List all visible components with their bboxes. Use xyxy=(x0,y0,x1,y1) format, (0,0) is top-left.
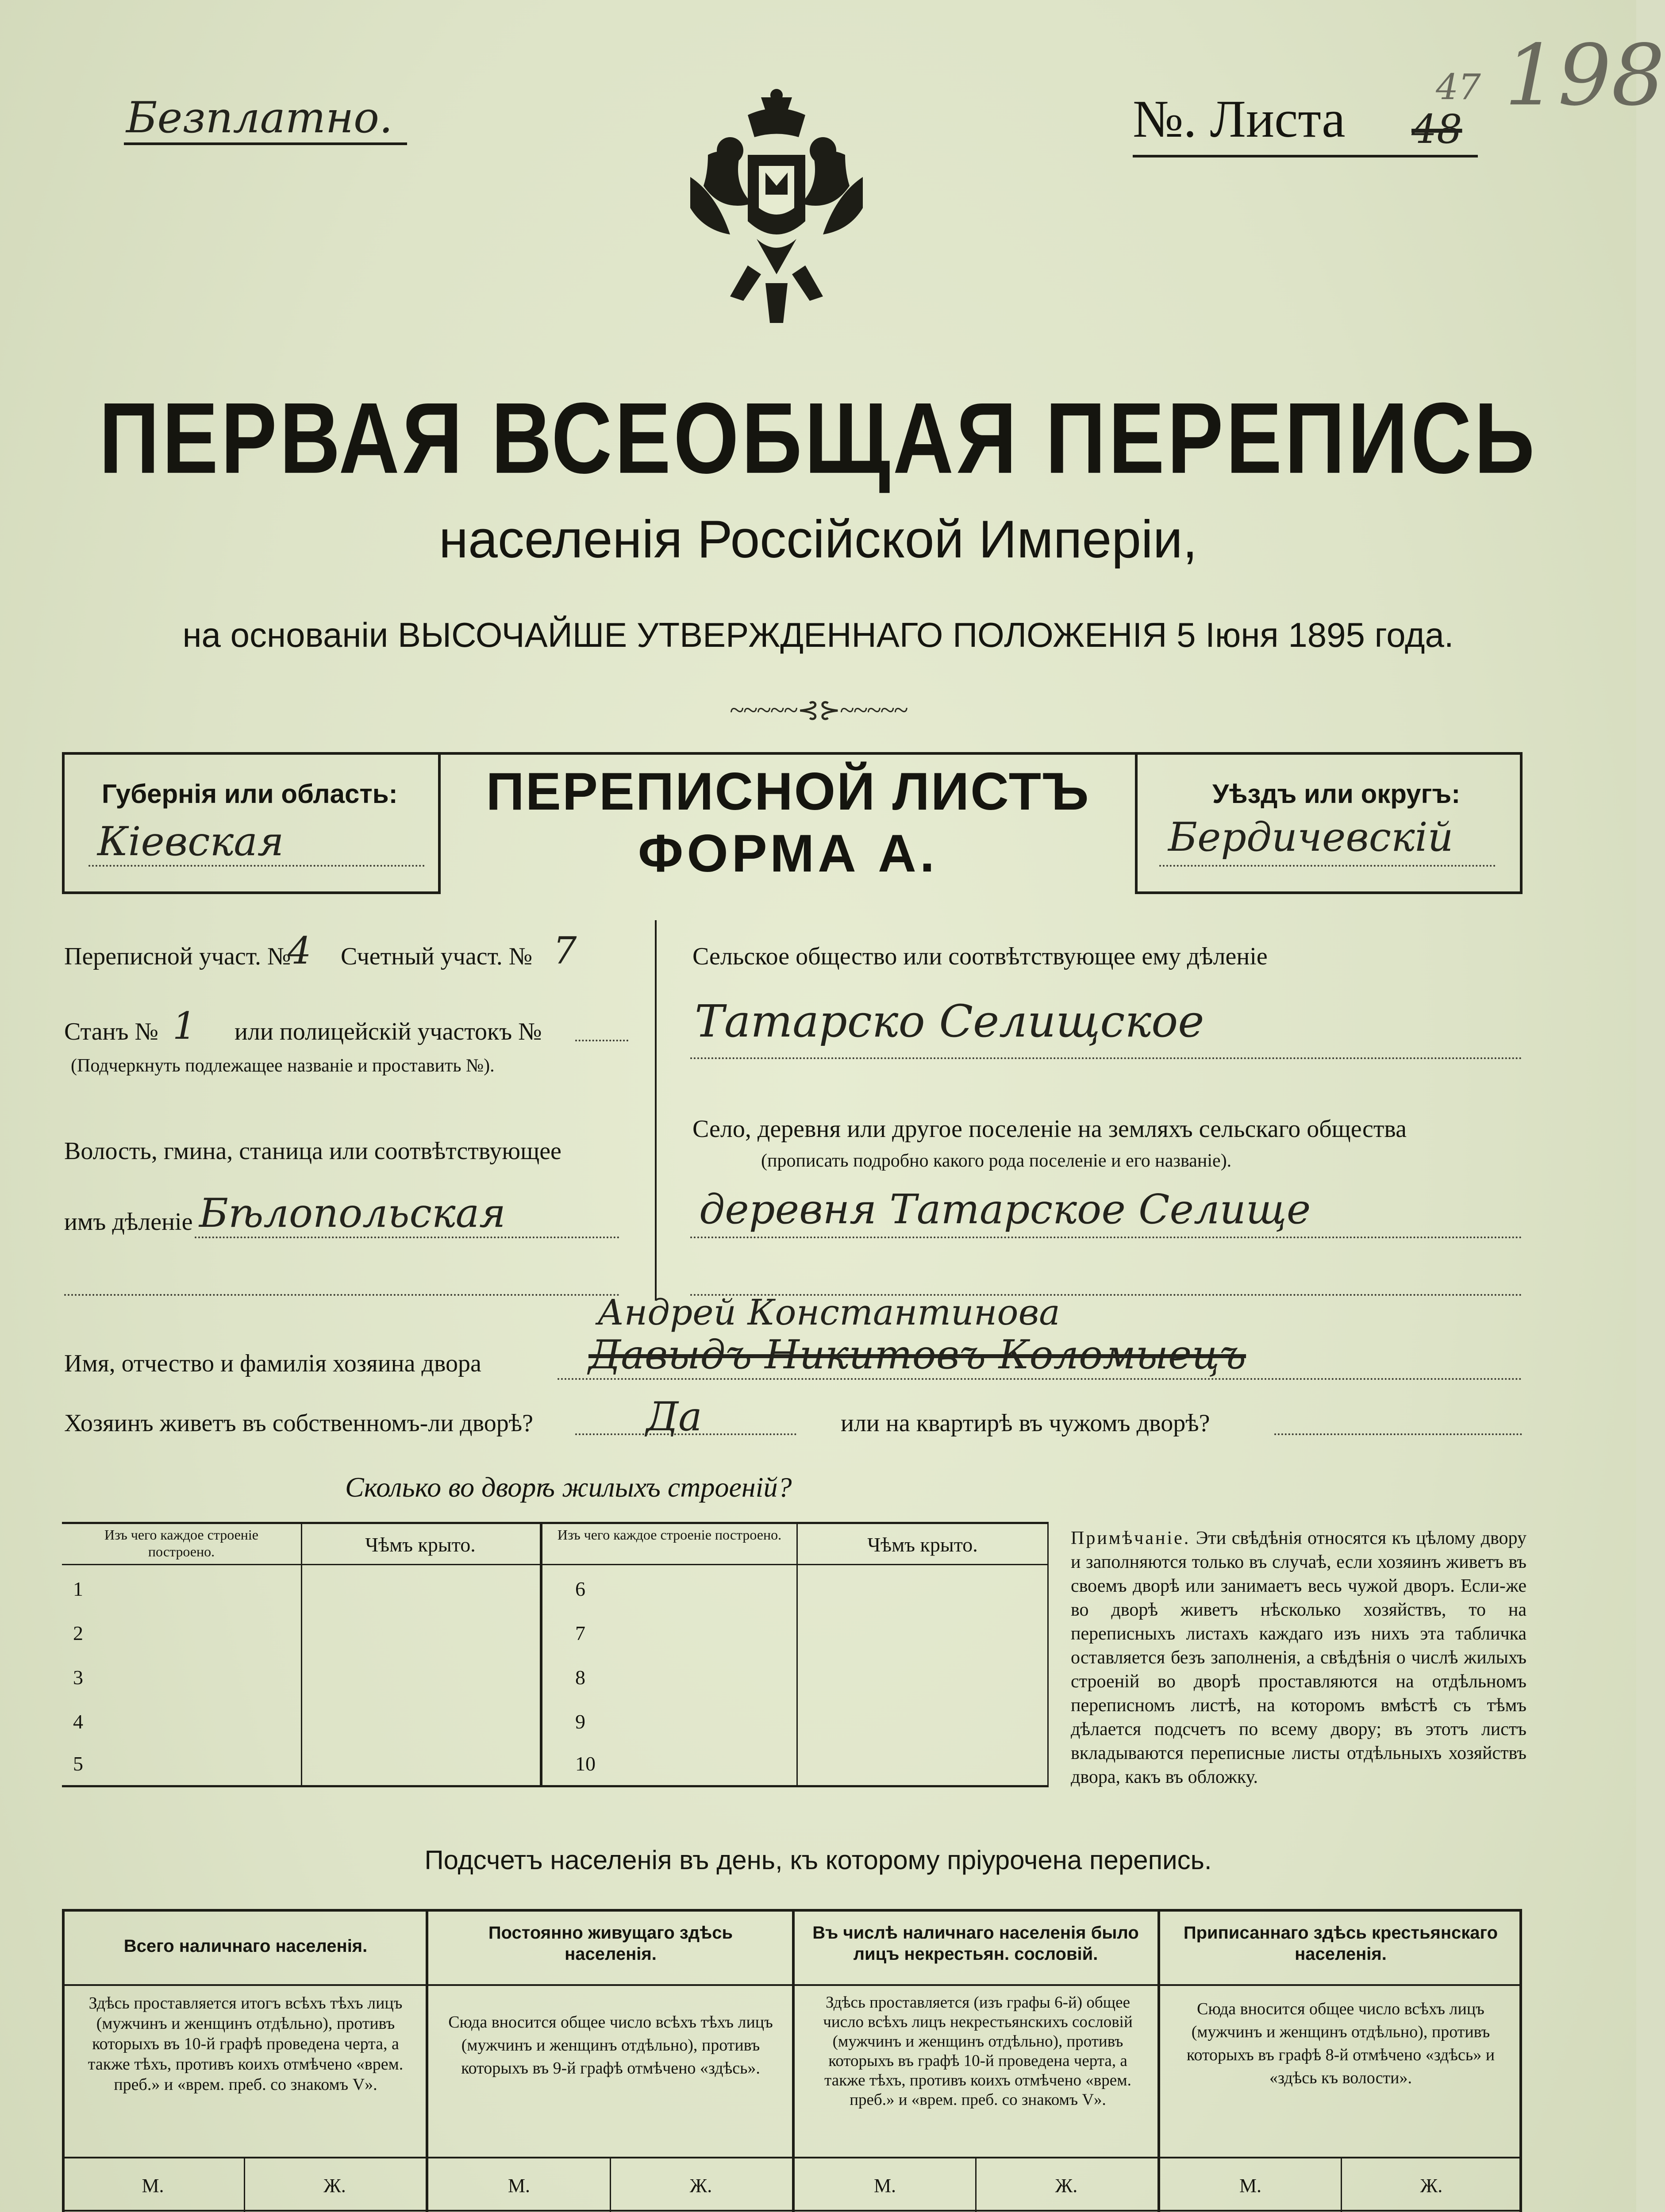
buildings-table-header-rule xyxy=(62,1564,1049,1565)
lives-value: Да xyxy=(646,1394,702,1440)
stan-suffix: или полицейскій участокъ № xyxy=(235,1018,542,1045)
buildings-table xyxy=(62,1522,1049,1787)
form-name: ФОРМА А. xyxy=(638,824,938,883)
population-col-divider-2 xyxy=(792,1909,795,2212)
pop-desc-nonpeasant: Здѣсь проставляется (изъ графы 6-й) общее число всѣхъ лицъ некрестьянскихъ сословій (мужчинъ и женщинъ отдѣльно), противъ которыхъ въ графѣ 10-й проведена черта, а также тѣхъ, противъ коихъ отмѣчено «врем. преб.» и «врем. преб. со знакомъ V». xyxy=(823,1993,1133,2109)
buildings-table-right xyxy=(1047,1522,1049,1787)
form-header-bottom-right xyxy=(1135,891,1523,894)
pop-f-label: Ж. xyxy=(1420,2175,1443,2197)
population-mf-rule xyxy=(62,2210,1522,2212)
sheet-number-underline xyxy=(1133,155,1478,157)
rural-society-label: Сельское общество или соотвѣтствующее ему дѣленіе xyxy=(692,943,1268,970)
buildings-table-bottom xyxy=(62,1785,1049,1787)
form-header-left-rule xyxy=(62,752,65,894)
volost-label: Волость, гмина, станица или соотвѣтствующее xyxy=(64,1137,561,1165)
village-label: Село, деревня или другое поселеніе на земляхъ сельскаго общества xyxy=(692,1115,1407,1143)
pop-heading-total: Всего наличнаго населенія. xyxy=(123,1936,368,1956)
pop-heading-registered: Приписаннаго здѣсь крестьянскаго населенія. xyxy=(1183,1923,1498,1964)
lives-alt-label: или на квартирѣ въ чужомъ дворѣ? xyxy=(841,1409,1210,1437)
pop-desc-total: Здѣсь проставляется итогъ всѣхъ тѣхъ лицъ (мужчинъ и женщинъ отдѣльно), противъ которыхъ въ 10-й графѣ проведена черта, а также тѣхъ, противъ коихъ отмѣчено «врем. преб.» и «врем. преб. со знакомъ V». xyxy=(88,1994,404,2094)
village-note: (прописать подробно какого рода поселеніе и его названіе). xyxy=(761,1151,1232,1171)
rural-society-line xyxy=(690,1057,1522,1059)
note-block xyxy=(1071,1526,1527,1789)
col-built-left: Изъ чего каждое строеніе построено. xyxy=(104,1527,258,1559)
free-label: Безплатно. xyxy=(126,93,393,142)
buildings-table-mid xyxy=(540,1522,542,1787)
pop-m-label: М. xyxy=(873,2175,896,2197)
village-value: деревня Татарское Селище xyxy=(699,1186,1311,1233)
stan-label: Станъ № xyxy=(64,1018,158,1045)
gubernia-value: Кіевская xyxy=(97,818,284,865)
lives-line xyxy=(575,1433,796,1435)
col-built-right: Изъ чего каждое строеніе построено. xyxy=(557,1527,782,1543)
building-row-num: 8 xyxy=(575,1666,585,1689)
building-row-num: 5 xyxy=(73,1752,83,1775)
sheet-number-crossed: 48 xyxy=(1411,106,1462,153)
buildings-table-col3 xyxy=(796,1522,798,1787)
building-row-num: 9 xyxy=(575,1710,585,1733)
building-row-num: 6 xyxy=(575,1578,585,1600)
building-row-num: 3 xyxy=(73,1666,83,1689)
free-label-underline xyxy=(124,142,407,145)
form-header-top-rule xyxy=(62,752,1522,755)
stan-value: 1 xyxy=(173,1004,196,1048)
census-section-label: Переписной участ. № xyxy=(64,943,291,970)
owner-value-top: Андрей Константинова xyxy=(597,1292,1060,1333)
gubernia-line xyxy=(88,865,425,867)
legal-basis: на основаніи ВЫСОЧАЙШЕ УТВЕРЖДЕННАГО ПОЛОЖЕНІЯ 5 Іюня 1895 года. xyxy=(182,615,1454,654)
col-roof-left: Чѣмъ крыто. xyxy=(365,1533,476,1556)
pop-f-label: Ж. xyxy=(323,2175,346,2197)
pop-f-label: Ж. xyxy=(1055,2175,1078,2197)
pop-heading-nonpeasant: Въ числѣ наличнаго населенія было лицъ некрестьян. сословій. xyxy=(812,1923,1139,1964)
uezd-label: Уѣздъ или округъ: xyxy=(1212,779,1461,809)
pop-f-label: Ж. xyxy=(689,2175,712,2197)
volost-label-2: имъ дѣленіе xyxy=(64,1208,193,1236)
imperial-eagle-emblem xyxy=(681,88,872,336)
archive-number: 198 xyxy=(1504,27,1665,124)
pop-desc-permanent: Сюда вносится общее число всѣхъ тѣхъ лицъ (мужчинъ и женщинъ отдѣльно), противъ которыхъ въ 9-й графѣ отмѣчено «здѣсь». xyxy=(448,2013,773,2078)
building-row-num: 7 xyxy=(575,1622,585,1644)
note-label: Примѣчаніе. xyxy=(1071,1528,1191,1548)
uezd-line xyxy=(1159,865,1496,867)
page-subtitle: населенія Россійской Имперіи, xyxy=(438,510,1198,569)
page-title: ПЕРВАЯ ВСЕОБЩАЯ ПЕРЕПИСЬ xyxy=(99,382,1538,495)
title-ornament: ~~~~~⊰⊱~~~~~ xyxy=(730,695,907,725)
count-section-label: Счетный участ. № xyxy=(341,943,533,970)
population-desc-rule xyxy=(62,2157,1522,2158)
population-col-divider-3 xyxy=(1157,1909,1160,2212)
lives-label: Хозяинъ живетъ въ собственномъ-ли дворѣ? xyxy=(64,1409,534,1437)
uezd-value: Бердичевскій xyxy=(1168,814,1454,860)
stan-line xyxy=(575,1040,628,1041)
rural-society-value: Татарско Селищское xyxy=(695,995,1204,1047)
pop-m-label: М. xyxy=(1239,2175,1262,2197)
pop-heading-permanent: Постоянно живущаго здѣсь населенія. xyxy=(488,1923,733,1964)
buildings-table-col1 xyxy=(301,1522,302,1787)
population-title: Подсчетъ населенія въ день, къ которому пріурочена перепись. xyxy=(424,1845,1212,1875)
building-row-num: 1 xyxy=(73,1578,83,1600)
lives-alt-line xyxy=(1274,1433,1522,1435)
population-col-divider-1 xyxy=(426,1909,428,2212)
pop-m-label: М. xyxy=(142,2175,164,2197)
buildings-table-top xyxy=(62,1522,1049,1524)
buildings-question: Сколько во дворѣ жилыхъ строеній? xyxy=(345,1471,792,1503)
owner-label: Имя, отчество и фамилія хозяина двора xyxy=(64,1350,481,1377)
owner-line xyxy=(558,1378,1522,1380)
sheet-number-written: 47 xyxy=(1436,66,1481,108)
volost-value: Бѣлопольская xyxy=(199,1190,506,1237)
sheet-number-label: №. Листа xyxy=(1133,89,1346,148)
form-header-right-rule xyxy=(1520,752,1523,894)
gubernia-label: Губернія или область: xyxy=(102,779,398,809)
form-title: ПЕРЕПИСНОЙ ЛИСТЪ xyxy=(486,762,1090,821)
fields-column-divider xyxy=(655,920,657,1301)
volost-line xyxy=(195,1237,619,1238)
building-row-num: 4 xyxy=(73,1710,83,1733)
village-line xyxy=(690,1237,1522,1238)
count-section-value: 7 xyxy=(553,929,577,972)
form-header-bottom-left xyxy=(62,891,441,894)
population-heading-rule xyxy=(62,1984,1522,1986)
building-row-num: 2 xyxy=(73,1622,83,1644)
col-roof-right: Чѣмъ крыто. xyxy=(867,1533,978,1556)
owner-value-crossed: Давыдъ Никитовъ Коломыецъ xyxy=(588,1332,1246,1378)
building-row-num: 10 xyxy=(575,1752,596,1775)
pop-m-label: М. xyxy=(508,2175,531,2197)
volost-line-2 xyxy=(64,1294,619,1296)
population-table xyxy=(62,1909,1522,2212)
census-section-value: 4 xyxy=(288,929,311,972)
stan-note: (Подчеркнуть подлежащее названіе и проставить №). xyxy=(71,1056,495,1076)
pop-desc-registered: Сюда вносится общее число всѣхъ лицъ (мужчинъ и женщинъ отдѣльно), противъ которыхъ въ графѣ 8-й отмѣчено «здѣсь» и «здѣсь къ волости». xyxy=(1186,2000,1495,2087)
note-text: Эти свѣдѣнія относятся къ цѣлому двору и заполняются только въ случаѣ, если хозяинъ живетъ въ своемъ дворѣ или занимаетъ весь чужой дворъ. Если-же во дворѣ живетъ нѣсколько хозяйствъ, то на переписныхъ листахъ каждаго изъ нихъ эта табличка оставляется безъ заполненія, а свѣдѣнія о числѣ жилыхъ строеній во дворѣ проставляются на отдѣльномъ переписномъ листѣ, на которомъ вмѣстѣ съ тѣмъ дѣлается подсчетъ по всему двору; въ этотъ листъ вкладываются переписные листы отдѣльныхъ хозяйствъ двора, какъ въ обложку. xyxy=(1071,1528,1527,1787)
